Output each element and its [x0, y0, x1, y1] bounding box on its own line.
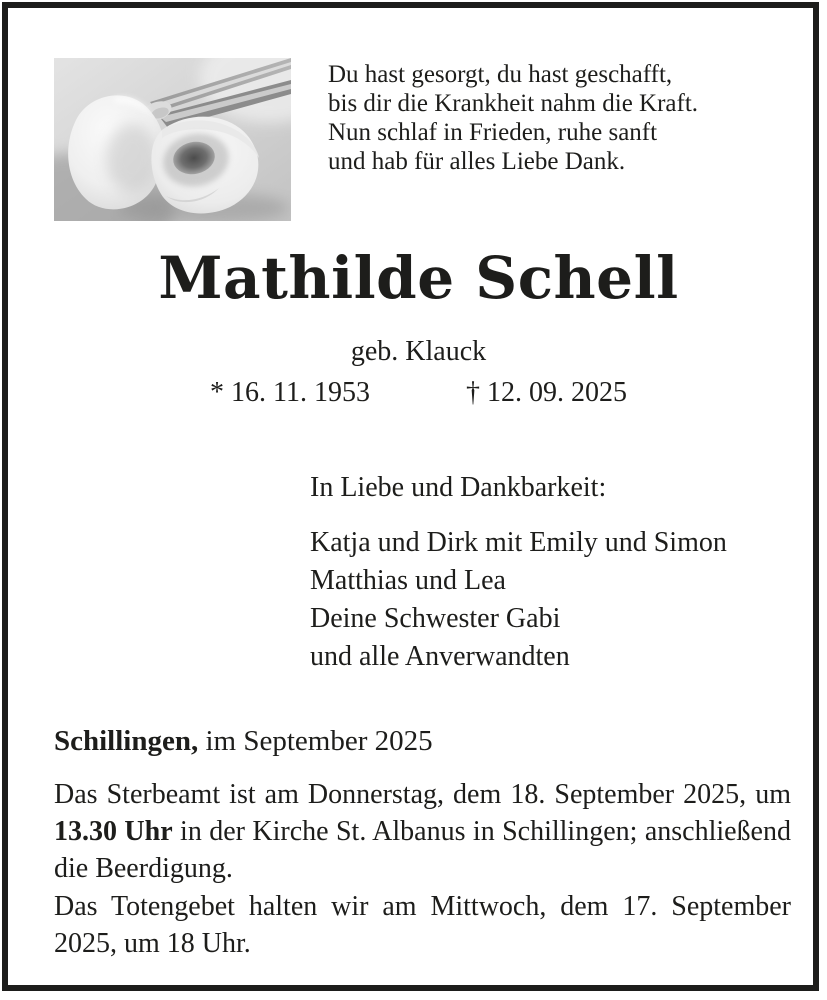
mourners-list	[310, 524, 727, 676]
prayer-paragraph: Das Totengebet halten wir am Mittwoch, dem 17. September 2025, um 18 Uhr.	[54, 891, 791, 959]
deceased-name: Mathilde Schell	[158, 244, 679, 312]
service-text-before: Das Sterbeamt ist am Donnerstag, dem 18. September 2025, um	[54, 779, 791, 810]
maiden-name: geb. Klauck	[350, 336, 487, 367]
mourner-line: Matthias und Lea	[310, 565, 506, 596]
mourner-line: und alle Anverwandten	[310, 641, 570, 672]
epitaph-line: bis dir die Krankheit nahm die Kraft.	[328, 90, 699, 117]
epitaph-line: Du hast gesorgt, du hast geschafft,	[328, 61, 673, 88]
epitaph-poem	[328, 60, 698, 176]
service-paragraph	[54, 776, 791, 887]
calla-lilies-photo	[54, 58, 291, 221]
service-text-after: in der Kirche St. Albanus in Schillingen; anschließend die Beerdigung.	[54, 816, 791, 884]
service-time: 13.30 Uhr	[54, 816, 173, 847]
place-date-line	[54, 724, 433, 758]
calla-lilies-illustration	[54, 58, 291, 221]
notice-frame	[2, 2, 819, 991]
mourner-line: Katja und Dirk mit Emily und Simon	[310, 527, 727, 558]
epitaph-line: Nun schlaf in Frieden, ruhe sanft	[328, 119, 658, 146]
notice-content	[16, 16, 821, 993]
birth-date: * 16. 11. 1953	[210, 377, 370, 408]
death-date: † 12. 09. 2025	[465, 377, 627, 408]
epitaph-line: und hab für alles Liebe Dank.	[328, 148, 626, 175]
place-name: Schillingen,	[54, 725, 199, 757]
place-date-rest: im September 2025	[198, 725, 433, 757]
life-dates	[16, 376, 821, 410]
mourner-line: Deine Schwester Gabi	[310, 603, 561, 634]
mourning-salutation: In Liebe und Dankbarkeit:	[310, 472, 607, 503]
